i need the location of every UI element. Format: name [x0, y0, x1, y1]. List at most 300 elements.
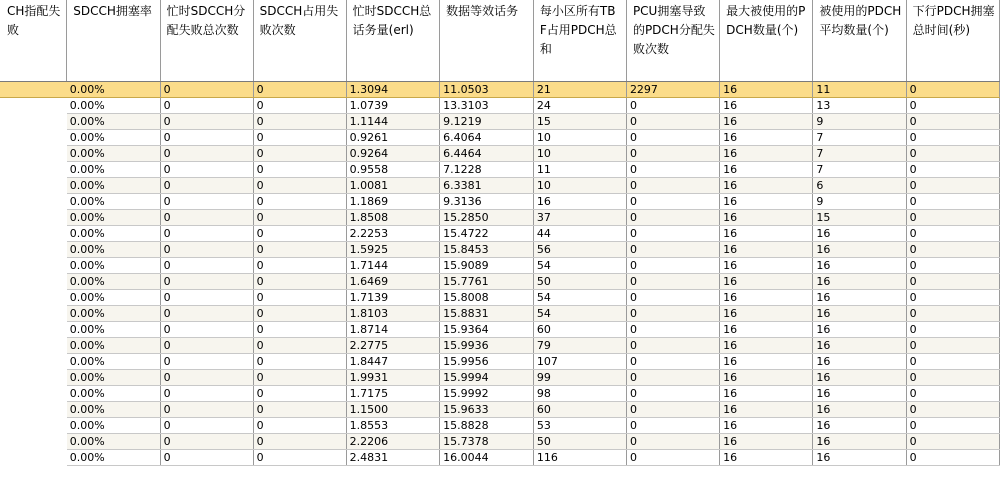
table-cell[interactable]: 1.0739: [346, 98, 440, 114]
column-header[interactable]: SDCCH拥塞率: [67, 0, 160, 82]
table-cell[interactable]: 79: [533, 338, 626, 354]
table-cell[interactable]: 15.8828: [440, 418, 534, 434]
table-row[interactable]: [0, 242, 1000, 258]
table-cell[interactable]: 21: [533, 82, 626, 98]
table-cell[interactable]: 0.00%: [67, 258, 160, 274]
table-cell[interactable]: 10: [533, 178, 626, 194]
table-cell[interactable]: 0.00%: [67, 178, 160, 194]
table-cell[interactable]: 0: [626, 338, 719, 354]
column-header[interactable]: 被使用的PDCH平均数量(个): [813, 0, 906, 82]
table-cell[interactable]: 16: [720, 82, 813, 98]
row-stub-cell: [0, 338, 67, 354]
table-cell[interactable]: 15.9994: [440, 370, 534, 386]
table-row[interactable]: [0, 338, 1000, 354]
table-cell[interactable]: 1.8103: [346, 306, 440, 322]
table-cell[interactable]: 0: [160, 114, 253, 130]
row-stub-cell: [0, 370, 67, 386]
table-cell[interactable]: 0: [626, 114, 719, 130]
table-cell[interactable]: 0: [160, 274, 253, 290]
table-cell[interactable]: 16: [720, 338, 813, 354]
table-cell[interactable]: 50: [533, 274, 626, 290]
table-cell[interactable]: 2297: [626, 82, 719, 98]
table-row[interactable]: [0, 370, 1000, 386]
table-cell[interactable]: 11: [533, 162, 626, 178]
table-cell[interactable]: 0: [160, 82, 253, 98]
table-row[interactable]: [0, 258, 1000, 274]
table-cell[interactable]: 37: [533, 210, 626, 226]
table-cell[interactable]: 54: [533, 258, 626, 274]
table-cell[interactable]: 0: [253, 290, 346, 306]
table-cell[interactable]: 0: [160, 354, 253, 370]
table-cell[interactable]: 0: [160, 242, 253, 258]
table-cell[interactable]: 0: [626, 194, 719, 210]
table-cell[interactable]: 0: [906, 402, 999, 418]
table-cell[interactable]: 0: [253, 274, 346, 290]
table-cell[interactable]: 15: [533, 114, 626, 130]
row-stub-cell: [0, 210, 67, 226]
table-cell[interactable]: 0: [906, 242, 999, 258]
table-cell[interactable]: 0.00%: [67, 418, 160, 434]
table-cell[interactable]: 9: [813, 194, 906, 210]
table-cell[interactable]: 0: [253, 98, 346, 114]
table-cell[interactable]: 7: [813, 162, 906, 178]
table-cell[interactable]: 0: [906, 450, 999, 466]
table-cell[interactable]: 0.00%: [67, 322, 160, 338]
table-cell[interactable]: 2.2253: [346, 226, 440, 242]
table-cell[interactable]: 16: [720, 258, 813, 274]
table-cell[interactable]: 16: [813, 418, 906, 434]
table-cell[interactable]: 0.00%: [67, 226, 160, 242]
table-cell[interactable]: 7.1228: [440, 162, 534, 178]
table-cell[interactable]: 0.00%: [67, 338, 160, 354]
table-cell[interactable]: 0: [626, 242, 719, 258]
table-row[interactable]: [0, 226, 1000, 242]
table-cell[interactable]: 16: [720, 450, 813, 466]
table-cell[interactable]: 0: [626, 370, 719, 386]
table-cell[interactable]: 16: [720, 354, 813, 370]
table-cell[interactable]: 15.9633: [440, 402, 534, 418]
table-cell[interactable]: 0: [906, 194, 999, 210]
table-cell[interactable]: 0: [626, 162, 719, 178]
table-cell[interactable]: 0: [906, 434, 999, 450]
table-cell[interactable]: 1.1144: [346, 114, 440, 130]
table-cell[interactable]: 10: [533, 146, 626, 162]
table-cell[interactable]: 0: [253, 130, 346, 146]
row-stub-cell: [0, 450, 67, 466]
row-stub-cell: [0, 194, 67, 210]
table-cell[interactable]: 11: [813, 82, 906, 98]
table-cell[interactable]: 0: [626, 418, 719, 434]
table-cell[interactable]: 0: [626, 98, 719, 114]
table-row[interactable]: [0, 98, 1000, 114]
table-cell[interactable]: 16: [720, 418, 813, 434]
table-cell[interactable]: 10: [533, 130, 626, 146]
table-cell[interactable]: 60: [533, 402, 626, 418]
row-stub-cell: [0, 226, 67, 242]
header-row: [0, 0, 1000, 82]
table-cell[interactable]: 0: [253, 450, 346, 466]
table-cell[interactable]: 56: [533, 242, 626, 258]
table-row[interactable]: [0, 322, 1000, 338]
row-stub-cell: [0, 242, 67, 258]
row-stub-cell: [0, 114, 67, 130]
table-cell[interactable]: 0: [253, 386, 346, 402]
table-cell[interactable]: 0: [626, 290, 719, 306]
table-cell[interactable]: 1.1500: [346, 402, 440, 418]
table-cell[interactable]: 0.00%: [67, 194, 160, 210]
table-cell[interactable]: 0.9261: [346, 130, 440, 146]
table-cell[interactable]: 16: [813, 242, 906, 258]
table-cell[interactable]: 0.00%: [67, 210, 160, 226]
table-cell[interactable]: 0.00%: [67, 290, 160, 306]
table-row[interactable]: [0, 178, 1000, 194]
grid-body: [0, 82, 1000, 466]
table-cell[interactable]: 13.3103: [440, 98, 534, 114]
table-cell[interactable]: 0: [160, 258, 253, 274]
table-cell[interactable]: 15.9936: [440, 338, 534, 354]
table-cell[interactable]: 1.7175: [346, 386, 440, 402]
table-cell[interactable]: 16: [813, 386, 906, 402]
table-cell[interactable]: 0: [253, 114, 346, 130]
table-cell[interactable]: 0.00%: [67, 98, 160, 114]
table-cell[interactable]: 99: [533, 370, 626, 386]
table-cell[interactable]: 0: [626, 306, 719, 322]
table-row[interactable]: [0, 386, 1000, 402]
table-cell[interactable]: 1.3094: [346, 82, 440, 98]
table-cell[interactable]: 0: [906, 114, 999, 130]
table-cell[interactable]: 16: [813, 322, 906, 338]
row-stub-cell: [0, 354, 67, 370]
table-row[interactable]: [0, 130, 1000, 146]
table-cell[interactable]: 1.8714: [346, 322, 440, 338]
table-cell[interactable]: 0: [626, 354, 719, 370]
table-cell[interactable]: 0: [906, 178, 999, 194]
table-row[interactable]: [0, 114, 1000, 130]
table-cell[interactable]: 16: [720, 306, 813, 322]
column-header[interactable]: CH指配失败: [0, 0, 67, 82]
table-cell[interactable]: 0: [626, 258, 719, 274]
table-cell[interactable]: 16: [720, 434, 813, 450]
table-cell[interactable]: 1.6469: [346, 274, 440, 290]
table-cell[interactable]: 0.00%: [67, 434, 160, 450]
table-cell[interactable]: 16: [813, 370, 906, 386]
table-cell[interactable]: 0: [160, 194, 253, 210]
table-cell[interactable]: 0: [906, 146, 999, 162]
table-cell[interactable]: 16: [720, 242, 813, 258]
column-header[interactable]: SDCCH占用失败次数: [253, 0, 346, 82]
table-cell[interactable]: 11.0503: [440, 82, 534, 98]
table-cell[interactable]: 0.00%: [67, 130, 160, 146]
table-cell[interactable]: 15.7378: [440, 434, 534, 450]
row-stub-cell: [0, 434, 67, 450]
table-cell[interactable]: 0: [626, 226, 719, 242]
table-cell[interactable]: 0.00%: [67, 386, 160, 402]
table-cell[interactable]: 1.7139: [346, 290, 440, 306]
table-cell[interactable]: 1.5925: [346, 242, 440, 258]
table-cell[interactable]: 0: [253, 402, 346, 418]
table-cell[interactable]: 0.00%: [67, 354, 160, 370]
table-cell[interactable]: 0.00%: [67, 274, 160, 290]
table-cell[interactable]: 0: [253, 194, 346, 210]
column-header[interactable]: 数据等效话务: [440, 0, 534, 82]
table-cell[interactable]: 0: [906, 162, 999, 178]
table-row[interactable]: [0, 450, 1000, 466]
table-cell[interactable]: 16: [813, 450, 906, 466]
table-cell[interactable]: 1.9931: [346, 370, 440, 386]
table-cell[interactable]: 0: [626, 402, 719, 418]
table-cell[interactable]: 2.4831: [346, 450, 440, 466]
row-stub-cell: [0, 274, 67, 290]
table-cell[interactable]: 107: [533, 354, 626, 370]
table-cell[interactable]: 16: [720, 162, 813, 178]
table-cell[interactable]: 15.8008: [440, 290, 534, 306]
table-cell[interactable]: 9.1219: [440, 114, 534, 130]
column-header[interactable]: 忙时SDCCH总话务量(erl): [346, 0, 440, 82]
table-cell[interactable]: 0: [253, 258, 346, 274]
table-cell[interactable]: 0.9264: [346, 146, 440, 162]
table-row[interactable]: [0, 146, 1000, 162]
table-cell[interactable]: 0: [906, 354, 999, 370]
table-cell[interactable]: 0: [253, 242, 346, 258]
table-cell[interactable]: 16: [720, 130, 813, 146]
table-cell[interactable]: 0.00%: [67, 114, 160, 130]
table-cell[interactable]: 13: [813, 98, 906, 114]
table-cell[interactable]: 0: [253, 146, 346, 162]
table-cell[interactable]: 16: [720, 98, 813, 114]
table-cell[interactable]: 16: [720, 402, 813, 418]
table-cell[interactable]: 0: [906, 306, 999, 322]
table-cell[interactable]: 16: [813, 434, 906, 450]
table-cell[interactable]: 16: [720, 274, 813, 290]
table-cell[interactable]: 16: [813, 306, 906, 322]
table-cell[interactable]: 0: [906, 274, 999, 290]
row-stub-cell: [0, 322, 67, 338]
table-cell[interactable]: 0: [906, 370, 999, 386]
table-cell[interactable]: 0: [160, 290, 253, 306]
table-cell[interactable]: 7: [813, 146, 906, 162]
table-cell[interactable]: 0: [160, 98, 253, 114]
table-cell[interactable]: 16: [720, 322, 813, 338]
table-cell[interactable]: 16: [720, 114, 813, 130]
table-cell[interactable]: 0.00%: [67, 402, 160, 418]
table-row[interactable]: [0, 290, 1000, 306]
table-cell[interactable]: 9.3136: [440, 194, 534, 210]
table-cell[interactable]: 0: [253, 434, 346, 450]
table-cell[interactable]: 0: [253, 370, 346, 386]
table-cell[interactable]: 0: [626, 130, 719, 146]
table-cell[interactable]: 0.00%: [67, 146, 160, 162]
column-header[interactable]: PCU拥塞导致的PDCH分配失败次数: [626, 0, 719, 82]
table-cell[interactable]: 6.4464: [440, 146, 534, 162]
table-cell[interactable]: 24: [533, 98, 626, 114]
table-cell[interactable]: 2.2206: [346, 434, 440, 450]
table-cell[interactable]: 0: [906, 258, 999, 274]
table-cell[interactable]: 0: [253, 178, 346, 194]
row-stub-cell: [0, 178, 67, 194]
table-cell[interactable]: 0: [160, 370, 253, 386]
table-row[interactable]: [0, 210, 1000, 226]
table-cell[interactable]: 0: [160, 130, 253, 146]
table-cell[interactable]: 15: [813, 210, 906, 226]
table-cell[interactable]: 0: [253, 338, 346, 354]
table-cell[interactable]: 16: [720, 370, 813, 386]
table-cell[interactable]: 0: [906, 226, 999, 242]
table-cell[interactable]: 53: [533, 418, 626, 434]
table-cell[interactable]: 98: [533, 386, 626, 402]
table-cell[interactable]: 7: [813, 130, 906, 146]
table-cell[interactable]: 16: [720, 146, 813, 162]
table-cell[interactable]: 0.9558: [346, 162, 440, 178]
table-cell[interactable]: 0: [906, 130, 999, 146]
table-cell[interactable]: 0: [160, 402, 253, 418]
table-cell[interactable]: 15.9089: [440, 258, 534, 274]
table-cell[interactable]: 0: [253, 418, 346, 434]
table-cell[interactable]: 15.9364: [440, 322, 534, 338]
table-row[interactable]: [0, 194, 1000, 210]
table-cell[interactable]: 0: [626, 450, 719, 466]
row-stub-cell: [0, 258, 67, 274]
table-cell[interactable]: 0: [253, 210, 346, 226]
table-cell[interactable]: 44: [533, 226, 626, 242]
table-cell[interactable]: 0: [160, 210, 253, 226]
table-row[interactable]: [0, 434, 1000, 450]
table-cell[interactable]: 9: [813, 114, 906, 130]
table-cell[interactable]: 0: [906, 82, 999, 98]
table-cell[interactable]: 1.0081: [346, 178, 440, 194]
table-cell[interactable]: 16: [813, 338, 906, 354]
table-cell[interactable]: 16: [720, 178, 813, 194]
table-row[interactable]: [0, 306, 1000, 322]
row-stub-cell: [0, 386, 67, 402]
table-cell[interactable]: 0: [626, 210, 719, 226]
table-cell[interactable]: 15.4722: [440, 226, 534, 242]
table-cell[interactable]: 0: [160, 418, 253, 434]
table-cell[interactable]: 0: [253, 82, 346, 98]
row-stub-cell: [0, 418, 67, 434]
table-row[interactable]: [0, 418, 1000, 434]
table-cell[interactable]: 0: [160, 178, 253, 194]
table-cell[interactable]: 0.00%: [67, 242, 160, 258]
table-cell[interactable]: 50: [533, 434, 626, 450]
table-cell[interactable]: 0: [253, 162, 346, 178]
table-cell[interactable]: 0: [160, 146, 253, 162]
table-cell[interactable]: 16: [720, 386, 813, 402]
table-cell[interactable]: 0: [906, 322, 999, 338]
table-row[interactable]: [0, 402, 1000, 418]
table-cell[interactable]: 16: [720, 194, 813, 210]
table-cell[interactable]: 16: [813, 354, 906, 370]
table-cell[interactable]: 15.8831: [440, 306, 534, 322]
row-stub-cell: [0, 98, 67, 114]
table-cell[interactable]: 0.00%: [67, 306, 160, 322]
table-cell[interactable]: 0: [160, 450, 253, 466]
table-cell[interactable]: 15.9956: [440, 354, 534, 370]
table-cell[interactable]: 1.1869: [346, 194, 440, 210]
table-cell[interactable]: 0: [906, 386, 999, 402]
table-cell[interactable]: 16: [720, 210, 813, 226]
table-cell[interactable]: 16: [813, 274, 906, 290]
table-row[interactable]: [0, 82, 1000, 98]
table-row[interactable]: [0, 162, 1000, 178]
table-row[interactable]: [0, 354, 1000, 370]
table-cell[interactable]: 0.00%: [67, 82, 160, 98]
table-cell[interactable]: 0.00%: [67, 162, 160, 178]
row-stub-cell: [0, 146, 67, 162]
table-cell[interactable]: 0: [160, 162, 253, 178]
column-header[interactable]: 忙时SDCCH分配失败总次数: [160, 0, 253, 82]
table-cell[interactable]: 0: [160, 386, 253, 402]
table-cell[interactable]: 0: [626, 274, 719, 290]
table-cell[interactable]: 0: [160, 226, 253, 242]
column-header[interactable]: 最大被使用的PDCH数量(个): [720, 0, 813, 82]
table-cell[interactable]: 0: [160, 434, 253, 450]
table-cell[interactable]: 0: [626, 322, 719, 338]
table-cell[interactable]: 0: [253, 322, 346, 338]
table-cell[interactable]: 1.8553: [346, 418, 440, 434]
table-cell[interactable]: 0: [253, 306, 346, 322]
table-cell[interactable]: 0.00%: [67, 450, 160, 466]
table-cell[interactable]: 0: [160, 322, 253, 338]
table-cell[interactable]: 0: [160, 306, 253, 322]
row-stub-cell: [0, 290, 67, 306]
table-cell[interactable]: 15.8453: [440, 242, 534, 258]
table-cell[interactable]: 15.2850: [440, 210, 534, 226]
table-cell[interactable]: 0.00%: [67, 370, 160, 386]
row-stub-cell: [0, 162, 67, 178]
row-stub-cell: [0, 82, 67, 98]
table-cell[interactable]: 0: [906, 418, 999, 434]
table-cell[interactable]: 116: [533, 450, 626, 466]
row-stub-cell: [0, 130, 67, 146]
table-cell[interactable]: 15.9992: [440, 386, 534, 402]
table-cell[interactable]: 0: [253, 354, 346, 370]
table-cell[interactable]: 16: [813, 290, 906, 306]
table-cell[interactable]: 0: [906, 210, 999, 226]
table-cell[interactable]: 0: [626, 146, 719, 162]
table-cell[interactable]: 0: [906, 290, 999, 306]
row-stub-cell: [0, 402, 67, 418]
table-cell[interactable]: 0: [906, 98, 999, 114]
table-cell[interactable]: 16: [720, 226, 813, 242]
table-cell[interactable]: 0: [906, 338, 999, 354]
column-header[interactable]: 下行PDCH拥塞总时间(秒): [906, 0, 999, 82]
table-cell[interactable]: 60: [533, 322, 626, 338]
table-cell[interactable]: 2.2775: [346, 338, 440, 354]
table-cell[interactable]: 1.8508: [346, 210, 440, 226]
table-cell[interactable]: 1.7144: [346, 258, 440, 274]
table-cell[interactable]: 6.3381: [440, 178, 534, 194]
table-cell[interactable]: 6.4064: [440, 130, 534, 146]
table-cell[interactable]: 54: [533, 290, 626, 306]
table-cell[interactable]: 15.7761: [440, 274, 534, 290]
table-cell[interactable]: 16.0044: [440, 450, 534, 466]
table-cell[interactable]: 0: [626, 178, 719, 194]
table-cell[interactable]: 16: [813, 258, 906, 274]
table-cell[interactable]: 0: [253, 226, 346, 242]
table-cell[interactable]: 54: [533, 306, 626, 322]
table-cell[interactable]: 0: [160, 338, 253, 354]
table-cell[interactable]: 16: [720, 290, 813, 306]
table-cell[interactable]: 16: [813, 226, 906, 242]
table-cell[interactable]: 1.8447: [346, 354, 440, 370]
table-cell[interactable]: 16: [533, 194, 626, 210]
table-cell[interactable]: 0: [626, 434, 719, 450]
table-cell[interactable]: 0: [626, 386, 719, 402]
table-cell[interactable]: 6: [813, 178, 906, 194]
column-header[interactable]: 每小区所有TBF占用PDCH总和: [533, 0, 626, 82]
table-row[interactable]: [0, 274, 1000, 290]
table-cell[interactable]: 16: [813, 402, 906, 418]
